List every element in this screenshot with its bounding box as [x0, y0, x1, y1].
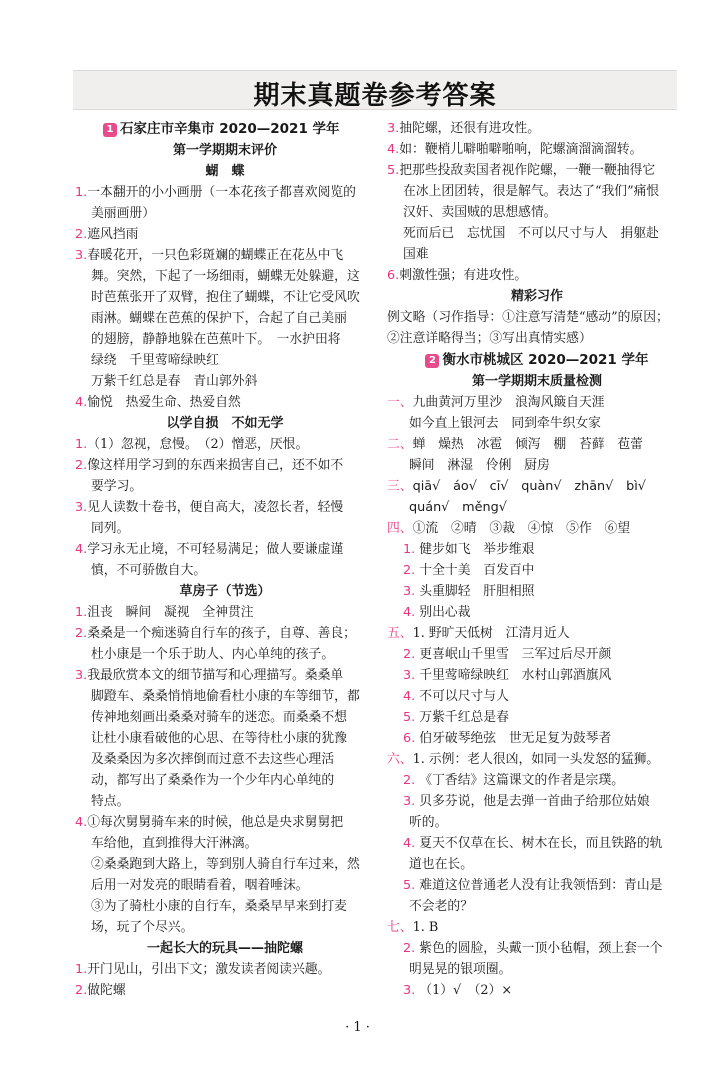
- subheading: 第一学期期末评价: [172, 143, 277, 158]
- subheading: 以学自损 不如无学: [166, 416, 284, 431]
- question-number: 4.: [75, 815, 88, 830]
- left-column: [75, 118, 375, 1001]
- answer-text: 道也在长。: [409, 857, 473, 872]
- answer-line: [75, 980, 375, 1001]
- sub-question-number: 3.: [403, 983, 416, 998]
- answer-line: [75, 434, 375, 455]
- answer-line: [387, 328, 687, 349]
- section-heading-text: 衡水市桃城区 2020—2021 学年: [442, 352, 649, 368]
- answer-line: [75, 476, 375, 497]
- question-number: 3.: [75, 668, 88, 683]
- answer-line: [75, 266, 375, 287]
- answer-line: [387, 118, 687, 139]
- answer-text: 桑桑是一个痴迷骑自行车的孩子，自尊、善良；: [87, 626, 356, 641]
- answer-text: 美丽画册）: [91, 206, 155, 221]
- answer-text: 千里莺啼绿映红 水村山郭酒旗风: [419, 668, 612, 683]
- question-number: 三、: [387, 479, 413, 494]
- question-number: 2.: [75, 458, 88, 473]
- answer-line: [75, 245, 375, 266]
- answer-line: [387, 307, 687, 328]
- answer-text: 万紫千红总是春 青山郭外斜: [91, 374, 258, 389]
- answer-line: [387, 160, 687, 181]
- answer-text: 如：鞭梢儿噼啪噼啪响，陀螺滴溜滴溜转。: [399, 142, 643, 157]
- answer-text: 及桑桑因为多次摔倒而过意不去这些心理活: [91, 752, 335, 767]
- question-number: 1.: [75, 185, 88, 200]
- answer-line: [75, 665, 375, 686]
- answer-text: ②桑桑跑到大路上，等到别人骑自行车过来，然: [91, 857, 360, 872]
- answer-text: 特点。: [91, 794, 130, 809]
- answer-text: 汉奸、卖国贼的思想感情。: [403, 205, 557, 220]
- subheading: 草房子（节选）: [179, 584, 271, 599]
- answer-line: [75, 875, 375, 896]
- section-heading-text: 石家庄市辛集市 2020—2021 学年: [120, 121, 340, 137]
- answer-text: 《丁香结》这篇课文的作者是宗璞。: [419, 773, 625, 788]
- answer-text: 死而后已 忘忧国 不可以尺寸与人 捐躯赴: [403, 226, 659, 241]
- question-number: 1.: [75, 962, 88, 977]
- answer-line: [75, 602, 375, 623]
- question-number: 5.: [387, 163, 400, 178]
- section-heading: [387, 349, 687, 371]
- answer-text: 听的。: [409, 815, 448, 830]
- question-number: 3.: [75, 500, 88, 515]
- question-number: 七、: [387, 920, 413, 935]
- answer-line: [75, 392, 375, 413]
- sub-question-number: 2.: [403, 773, 416, 788]
- answer-text: 伯牙破琴绝弦 世无足复为鼓琴者: [419, 731, 612, 746]
- answer-text: ①每次舅舅骑车来的时候，他总是央求舅舅把: [87, 815, 344, 830]
- subheading: 一起长大的玩具——抽陀螺: [146, 941, 303, 956]
- answer-line: [387, 244, 687, 265]
- answer-line: [75, 707, 375, 728]
- answer-line: [75, 959, 375, 980]
- answer-line: [75, 854, 375, 875]
- answer-text: ①流 ②晴 ③裁 ④惊 ⑤作 ⑥望: [412, 521, 631, 536]
- answer-text: 绿绕 千里莺啼绿映红: [91, 353, 219, 368]
- answer-line: [387, 875, 687, 896]
- sub-question-number: 3.: [403, 668, 416, 683]
- answer-line: [387, 476, 687, 497]
- sub-question-number: 2.: [403, 563, 416, 578]
- answer-text: 不会老的？: [409, 899, 473, 914]
- answer-text: 1. B: [412, 920, 439, 935]
- answer-line: [75, 497, 375, 518]
- answer-line: [387, 539, 687, 560]
- answer-text: 瞬间 淋湿 伶俐 厨房: [409, 458, 550, 473]
- question-number: 2.: [75, 626, 88, 641]
- answer-text: 春暖花开，一只色彩斑斓的蝴蝶正在花丛中飞: [87, 248, 344, 263]
- answer-text: 明晃晃的银项圈。: [409, 962, 512, 977]
- question-number: 1.: [75, 605, 88, 620]
- question-number: 4.: [387, 142, 400, 157]
- answer-text: 要学习。: [91, 479, 143, 494]
- subheading: 精彩习作: [510, 289, 563, 304]
- answer-text: （1）√ （2）×: [419, 983, 513, 998]
- answer-line: [387, 917, 687, 938]
- answer-line: [387, 518, 687, 539]
- answer-text: 抽陀螺，还很有进攻性。: [399, 121, 540, 136]
- answer-line: [387, 854, 687, 875]
- answer-line: [387, 665, 687, 686]
- answer-line: [75, 350, 375, 371]
- answer-line: [75, 455, 375, 476]
- answer-text: 传神地刻画出桑桑对骑车的迷恋。而桑桑不想: [91, 710, 347, 725]
- answer-line: [75, 686, 375, 707]
- answer-text: 十全十美 百发百中: [419, 563, 535, 578]
- answer-text: 头重脚轻 肝胆相照: [419, 584, 535, 599]
- answer-text: 贝多芬说，他是去弹一首曲子给那位姑娘: [419, 794, 650, 809]
- answer-text: qiā√ áo√ cī√ quàn√ zhān√ bì√: [412, 479, 646, 494]
- answer-text: 不可以尺寸与人: [419, 689, 509, 704]
- answer-text: 在冰上团团转，很是解气。表达了“我们”痛恨: [403, 184, 660, 199]
- answer-line: [75, 371, 375, 392]
- answer-line: [75, 560, 375, 581]
- answer-line: [387, 812, 687, 833]
- answer-line: [75, 308, 375, 329]
- question-number: 3.: [75, 248, 88, 263]
- answer-line: [387, 455, 687, 476]
- question-number: 1.: [75, 437, 88, 452]
- answer-line: [387, 181, 687, 202]
- answer-line: [75, 203, 375, 224]
- sub-question-number: 2.: [403, 647, 416, 662]
- answer-text: 一本翻开的小小画册（一本花孩子都喜欢阅览的: [87, 185, 356, 200]
- answer-line: [387, 392, 687, 413]
- sub-question-number: 3.: [403, 584, 416, 599]
- question-number: 3.: [387, 121, 400, 136]
- answer-line: [387, 833, 687, 854]
- answer-line: [75, 182, 375, 203]
- answer-line: [387, 938, 687, 959]
- answer-line: [387, 749, 687, 770]
- answer-line: [387, 602, 687, 623]
- section-number-badge: 1: [103, 123, 117, 137]
- answer-text: 做陀螺: [87, 983, 126, 998]
- answer-line: [75, 791, 375, 812]
- answer-line: [387, 959, 687, 980]
- answer-line: [387, 434, 687, 455]
- answer-line: [387, 791, 687, 812]
- answer-text: 别出心裁: [419, 605, 471, 620]
- answer-text: 的翅膀，静静地躲在芭蕉叶下。 一水护田将: [91, 332, 341, 347]
- answer-text: 1. 示例：老人很凶，如同一头发怒的猛狮。: [412, 752, 660, 767]
- answer-line: [387, 770, 687, 791]
- answer-line: [75, 812, 375, 833]
- answer-line: [75, 287, 375, 308]
- question-number: 五、: [387, 626, 413, 641]
- answer-text: 让杜小康看破他的心思、在等待杜小康的犹豫: [91, 731, 347, 746]
- sub-question-number: 1.: [403, 542, 416, 557]
- answer-text: 雨淋。蝴蝶在芭蕉的保护下，合起了自己美丽: [91, 311, 347, 326]
- answer-line: [75, 728, 375, 749]
- answer-text: 如今直上银河去 同到牵牛织女家: [409, 416, 601, 431]
- question-number: 6.: [387, 268, 400, 283]
- answer-text: 把那些投敌卖国者视作陀螺，一鞭一鞭抽得它: [399, 163, 656, 178]
- question-number: 4.: [75, 395, 88, 410]
- answer-text: 后用一对发亮的眼睛看着，咽着唾沫。: [91, 878, 309, 893]
- answer-text: 脚蹬车、桑桑悄悄地偷看杜小康的车等细节，都: [91, 689, 360, 704]
- answer-text: 时芭蕉张开了双臂，抱住了蝴蝶，不让它受风吹: [91, 290, 360, 305]
- answer-text: 动，都写出了桑桑作为一个少年内心单纯的: [91, 773, 335, 788]
- answer-text: 例文略（习作指导：①注意写清楚“感动”的原因；: [387, 310, 669, 325]
- answer-line: [75, 749, 375, 770]
- answer-text: ③为了骑杜小康的自行车，桑桑早早来到打麦: [91, 899, 347, 914]
- answer-text: 我最欣赏本文的细节描写和心理描写。桑桑单: [87, 668, 344, 683]
- answer-text: 紫色的圆脸，头戴一顶小毡帽，颈上套一个: [419, 941, 663, 956]
- answer-line: [387, 560, 687, 581]
- answer-text: （1）忽视，怠慢。 （2）憎恶，厌恨。: [87, 437, 309, 452]
- sub-question-number: 4.: [403, 689, 416, 704]
- question-number: 二、: [387, 437, 413, 452]
- answer-text: 慎，不可骄傲自大。: [91, 563, 207, 578]
- page-number: · 1 ·: [345, 1020, 370, 1035]
- answer-text: 场，玩了个尽兴。: [91, 920, 194, 935]
- answer-text: 难道这位普通老人没有让我领悟到：青山是: [419, 878, 663, 893]
- answer-line: [387, 581, 687, 602]
- answer-text: 愉悦 热爱生命、热爱自然: [87, 395, 241, 410]
- sub-question-number: 5.: [403, 878, 416, 893]
- answer-line: [75, 224, 375, 245]
- question-number: 2.: [75, 227, 88, 242]
- title-banner: [73, 70, 677, 110]
- answer-text: quán√ měng√: [409, 500, 507, 515]
- answer-line: [387, 413, 687, 434]
- answer-line: [75, 644, 375, 665]
- answer-text: 蝉 燥热 冰雹 倾泻 棚 苔藓 苞蕾: [412, 437, 643, 452]
- answer-text: 见人读数十卷书，便自高大，凌忽长者，轻慢: [87, 500, 344, 515]
- page-title: 期末真题卷参考答案: [253, 81, 497, 111]
- answer-line: [75, 917, 375, 938]
- answer-text: 国难: [403, 247, 429, 262]
- answer-line: [387, 223, 687, 244]
- answer-text: 遮风挡雨: [87, 227, 139, 242]
- answer-text: ②注意详略得当；③写出真情实感）: [387, 331, 592, 346]
- sub-question-number: 5.: [403, 710, 416, 725]
- answer-line: [387, 980, 687, 1001]
- answer-line: [387, 623, 687, 644]
- answer-text: 像这样用学习到的东西来损害自己，还不如不: [87, 458, 344, 473]
- question-number: 四、: [387, 521, 413, 536]
- answer-line: [387, 644, 687, 665]
- sub-question-number: 4.: [403, 836, 416, 851]
- answer-line: [387, 728, 687, 749]
- subheading: 第一学期期末质量检测: [471, 374, 602, 389]
- answer-line: [387, 707, 687, 728]
- answer-text: 万紫千红总是春: [419, 710, 509, 725]
- answer-line: [75, 896, 375, 917]
- section-heading: [75, 118, 375, 140]
- answer-text: 舞。突然，下起了一场细雨，蝴蝶无处躲避，这: [91, 269, 360, 284]
- answer-line: [75, 770, 375, 791]
- right-column: [387, 118, 687, 1001]
- answer-line: [387, 686, 687, 707]
- sub-question-number: 2.: [403, 941, 416, 956]
- answer-text: 同列。: [91, 521, 130, 536]
- question-number: 2.: [75, 983, 88, 998]
- answer-line: [75, 329, 375, 350]
- answer-line: [75, 623, 375, 644]
- answer-line: [75, 539, 375, 560]
- question-number: 4.: [75, 542, 88, 557]
- answer-line: [75, 833, 375, 854]
- sub-question-number: 4.: [403, 605, 416, 620]
- sub-question-number: 6.: [403, 731, 416, 746]
- section-number-badge: 2: [425, 354, 439, 368]
- answer-line: [75, 518, 375, 539]
- answer-text: 车给他，直到推得大汗淋漓。: [91, 836, 258, 851]
- sub-question-number: 3.: [403, 794, 416, 809]
- answer-text: 开门见山，引出下文；激发读者阅读兴趣。: [87, 962, 331, 977]
- answer-text: 学习永无止境，不可轻易满足；做人要谦虚谨: [87, 542, 344, 557]
- answer-text: 1. 野旷天低树 江清月近人: [412, 626, 570, 641]
- answer-text: 杜小康是一个乐于助人、内心单纯的孩子。: [91, 647, 335, 662]
- answer-text: 九曲黄河万里沙 浪淘风簸自天涯: [412, 395, 605, 410]
- answer-line: [387, 139, 687, 160]
- answer-text: 刺激性强；有进攻性。: [399, 268, 528, 283]
- answer-text: 更喜岷山千里雪 三军过后尽开颜: [419, 647, 612, 662]
- question-number: 六、: [387, 752, 413, 767]
- subheading: 蝴 蝶: [205, 164, 245, 179]
- answer-line: [387, 202, 687, 223]
- question-number: 一、: [387, 395, 413, 410]
- answer-text: 健步如飞 举步维艰: [419, 542, 535, 557]
- answer-line: [387, 265, 687, 286]
- answer-line: [387, 497, 687, 518]
- answer-line: [387, 896, 687, 917]
- answer-text: 沮丧 瞬间 凝视 全神贯注: [87, 605, 254, 620]
- answer-text: 夏天不仅草在长、树木在长，而且铁路的轨: [419, 836, 663, 851]
